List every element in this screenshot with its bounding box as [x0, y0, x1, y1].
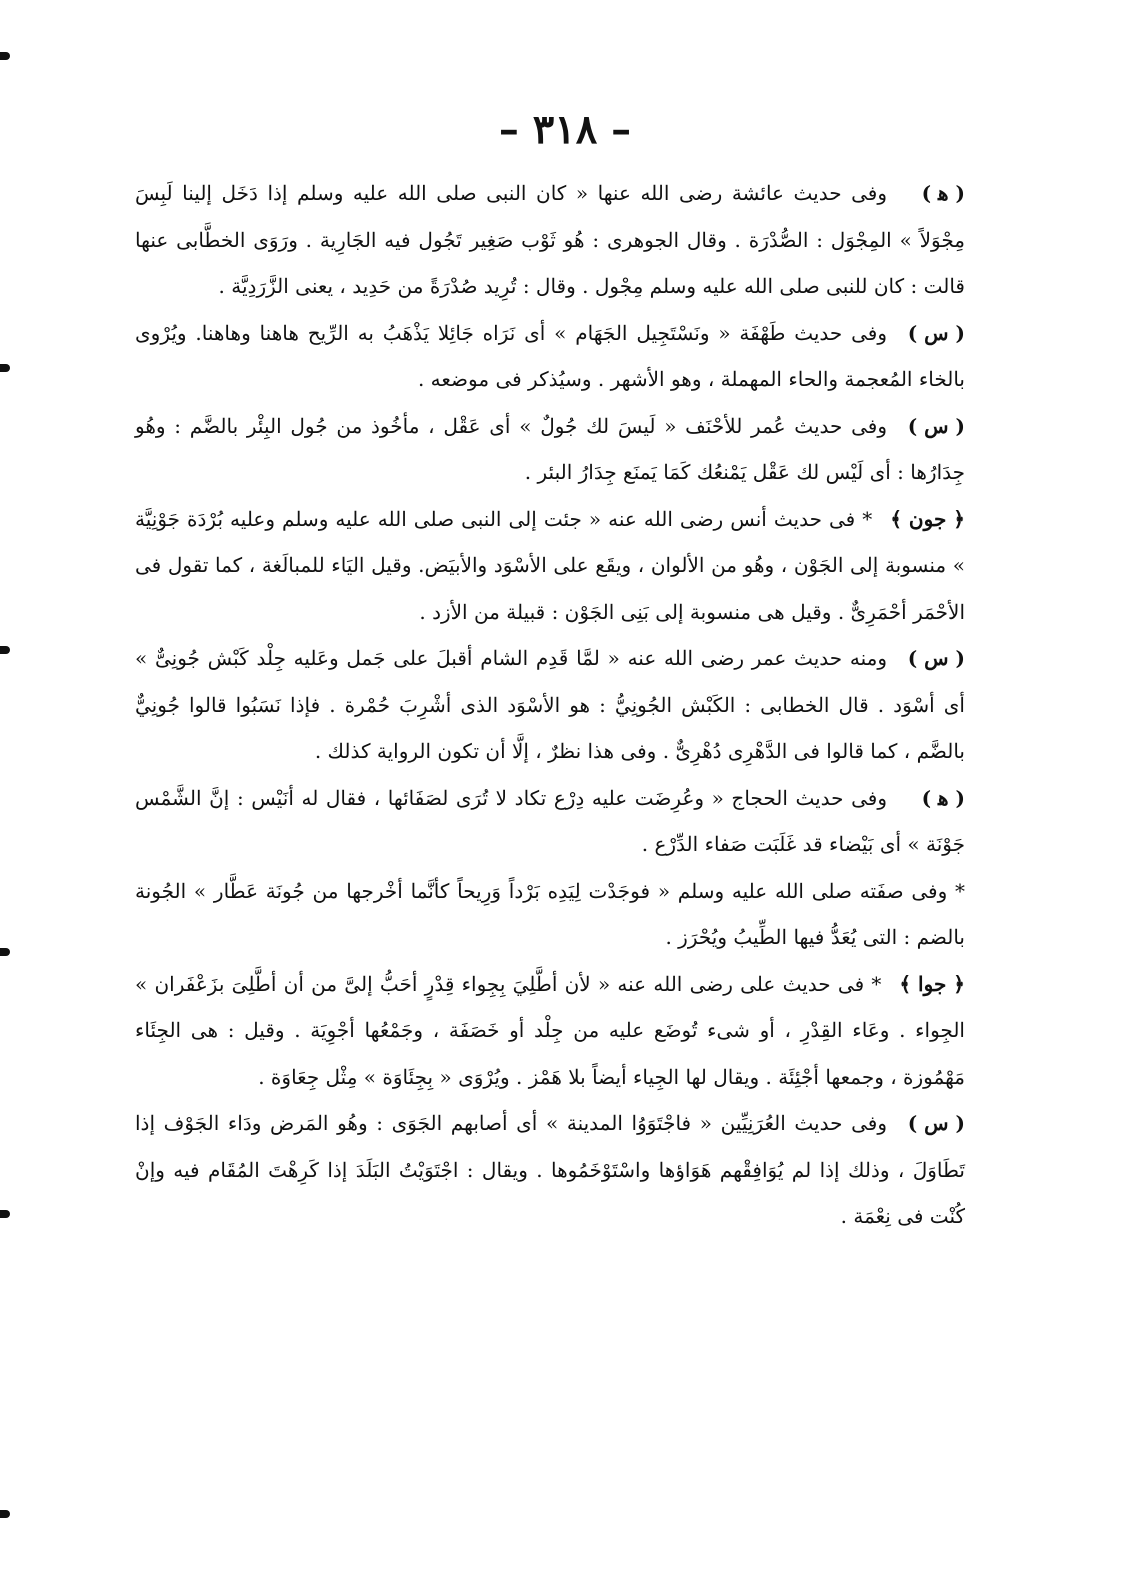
scan-edge-mark [0, 646, 10, 654]
dictionary-body [135, 170, 965, 1240]
entry-marker: ( س ) [907, 320, 965, 345]
entry-text: وفى حديث العُرَنِيِّين « فاجْتَوَوُا المدينة » أى أصابهم الجَوَى : وهُو المَرض ودَاء الجَوْف إذا تَطَاوَلَ ، وذلك إذا لم يُوَافِقْهم هَوَاؤها واسْتَوْخَمُوها . ويقال : اجْتَوَيْتُ البَلَدَ إذا كَرِهْتَ المُقَام فيه وإنْ كُنْت فى نِعْمَة . [135, 1111, 965, 1228]
entry-1 [135, 170, 965, 310]
entry-9 [135, 1100, 965, 1240]
entry-text: * فى حديث أنس رضى الله عنه « جئت إلى النبى صلى الله عليه وسلم وعليه بُرْدَة جَوْنِيَّة » منسوبة إلى الجَوْن ، وهُو من الألوان ، ويقَع على الأسْوَد والأبيَض. وقيل اليَاء للمبالَغة ، كما تقول فى الأحْمَر أحْمَرِىٌّ . وقيل هى منسوبة إلى بَنِى الجَوْن : قبيلة من الأزد . [135, 506, 965, 624]
entry-text: * وفى صفَته صلى الله عليه وسلم « فوجَدْت لِيَدِه بَرْداً وَرِيحاً كأنَّما أخْرجها من جُونَة عَطَّار » الجُونة بالضم : التى يُعَدُّ فيها الطِّيبُ ويُحْرَز . [135, 878, 965, 949]
entry-marker: ( ﻫ ) [921, 181, 965, 205]
entry-7 [135, 868, 965, 961]
entry-3 [135, 403, 965, 496]
scan-edge-mark [0, 364, 10, 372]
entry-text: وفى حديث طَهْفَة « ونَسْتَجِيل الجَهَام » أى نَرَاه جَائِلا يَذْهَبُ به الرِّيح هاهنا وهاهنا. ويُرْوى بالخاء المُعجمة والحاء المهملة ، وهو الأشهر . وسيُذكر فى موضعه . [135, 320, 965, 391]
page-number: – ٣١٨ – [498, 106, 632, 153]
entry-marker: ( س ) [907, 413, 965, 438]
entry-text: وفى حديث الحجاج « وعُرِضَت عليه دِرْع تكاد لا تُرَى لصَفَائها ، فقال له أنَيْس : إنَّ الشَّمْس جَوْنَة » أى بَيْضاء قد غَلَبَت صَفاء الدِّرْع . [135, 785, 965, 856]
scan-edge-mark [0, 1510, 10, 1518]
entry-2 [135, 310, 965, 403]
headword-marker: ﴿ جون ﴾ [890, 506, 965, 531]
scan-edge-mark [0, 52, 10, 60]
entry-marker: ( ﻫ ) [921, 785, 965, 810]
entry-text: * فى حديث على رضى الله عنه « لأن أطَّلِيَ بِجِواء قِدْرٍ أحَبُّ إلىَّ من أن أطَّلِىَ بزَعْفَران » الجِواء . وعَاء القِدْرِ ، أو شىء تُوضَع عليه من جِلْد أو خَصَفَة ، وجَمْعُها أجْوِيَة . وقيل : هى الجِئَاء مَهْمُوزة ، وجمعها أجْئِئَة . ويقال لها الجِياء أيضاً بلا هَمْز . ويُرْوَى « بِجِئَاوَة » مِثْل جِعَاوَة . [135, 971, 965, 1089]
entry-4-headword-jwn [135, 496, 965, 636]
entry-text: وفى حديث عائشة رضى الله عنها « كان النبى صلى الله عليه وسلم إذا دَخَل إلينا لَبِسَ مِجْوَلاً » المِجْوَل : الصُّدْرَة . وقال الجوهرى : هُو ثَوْب صَغِير تَجُول فيه الجَارِية . ورَوَى الخطَّابى عنها قالت : كان للنبى صلى الله عليه وسلم مِجْول . وقال : تُرِيد صُدْرَةً من حَدِيد ، يعنى الزَّرَدِيَّة . [135, 181, 965, 298]
entry-8-headword-jwa [135, 961, 965, 1101]
headword-marker: ﴿ جوا ﴾ [899, 971, 965, 996]
entry-marker: ( س ) [907, 1111, 965, 1135]
entry-text: وفى حديث عُمر للأحْنَف « لَيسَ لك جُولٌ » أى عَقْل ، مأخُوذ من جُول البِئْر بالضَّم : وهُو جِدَارُها : أى لَيْس لك عَقْل يَمْنعُك كَمَا يَمنَع جِدَارُ البئر . [135, 413, 965, 484]
scan-edge-mark [0, 948, 10, 956]
entry-6 [135, 775, 965, 868]
scan-edge-mark [0, 1210, 10, 1218]
entry-text: ومنه حديث عمر رضى الله عنه « لمَّا قَدِم الشام أقبلَ على جَمل وعَليه جِلْد كَبْش جُونِىٌّ » أى أسْوَد . قال الخطابى : الكَبْش الجُونِيُّ : هو الأسْوَد الذى أشْرِبَ حُمْرة . فإذا نَسَبُوا قالوا جُونِيٌّ بالضَّم ، كما قالوا فى الدَّهْرِى دُهْرِىٌّ . وفى هذا نظرٌ ، إلَّا أن تكون الرواية كذلك . [135, 646, 965, 763]
entry-marker: ( س ) [907, 646, 965, 670]
entry-5 [135, 635, 965, 775]
